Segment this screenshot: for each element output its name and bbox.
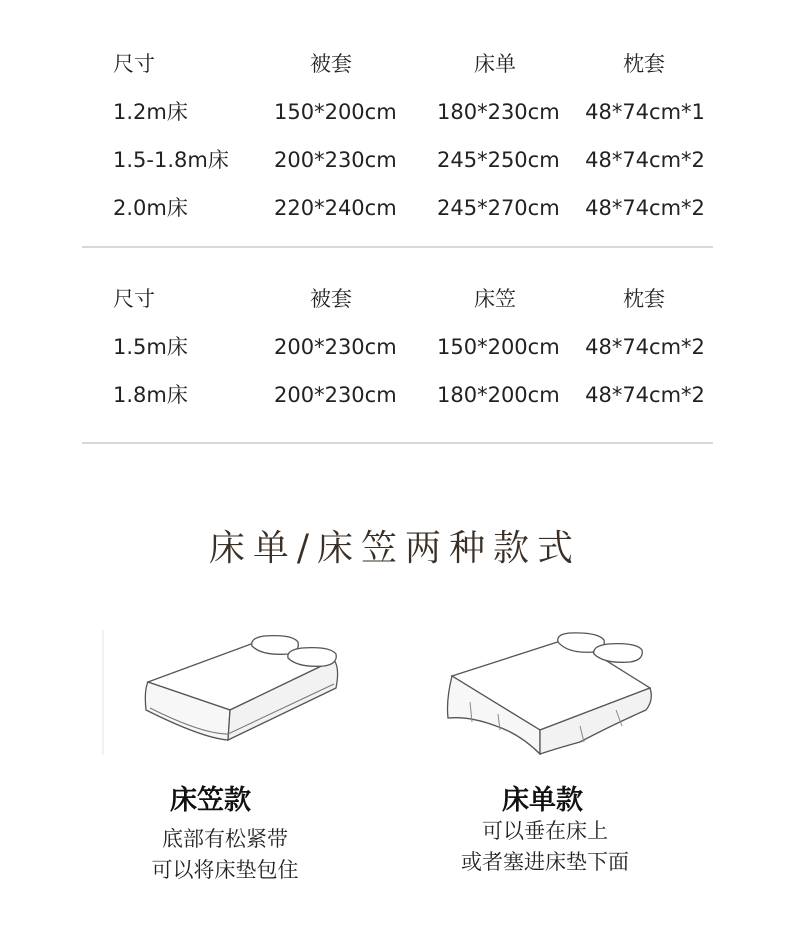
fitted-desc-line: 可以将床垫包住	[151, 858, 299, 882]
cell-size: 1.5-1.8m床	[113, 148, 229, 172]
cell-size: 1.8m床	[113, 383, 188, 407]
fitted-sheet-bed-illustration	[102, 630, 352, 755]
header-size: 尺寸	[113, 52, 155, 76]
cell-bed-sheet: 245*270cm	[437, 196, 560, 220]
header-bed-sheet: 床单	[474, 52, 516, 76]
size-table-fitted-sheet	[82, 275, 713, 419]
cell-pillowcase: 48*74cm*2	[585, 335, 705, 359]
fitted-desc-line: 底部有松紧带	[162, 827, 288, 851]
fitted-style-description	[120, 824, 330, 886]
cell-size: 1.2m床	[113, 100, 188, 124]
divider	[82, 442, 713, 444]
cell-fitted-sheet: 180*200cm	[437, 383, 560, 407]
table-header-row	[82, 40, 713, 88]
cell-pillowcase: 48*74cm*1	[585, 100, 705, 124]
size-table-flat-sheet	[82, 40, 713, 232]
fitted-style-name: 床笠款	[170, 785, 251, 816]
table-row	[82, 371, 713, 419]
header-pillowcase: 枕套	[623, 287, 665, 311]
flat-desc-line: 可以垂在床上	[482, 819, 608, 843]
table-row	[82, 88, 713, 136]
header-duvet-cover: 被套	[310, 287, 352, 311]
cell-pillowcase: 48*74cm*2	[585, 383, 705, 407]
cell-duvet-cover: 200*230cm	[274, 383, 397, 407]
cell-duvet-cover: 200*230cm	[274, 335, 397, 359]
header-size: 尺寸	[113, 287, 155, 311]
cell-pillowcase: 48*74cm*2	[585, 148, 705, 172]
cell-bed-sheet: 180*230cm	[437, 100, 560, 124]
table-row	[82, 136, 713, 184]
cell-size: 1.5m床	[113, 335, 188, 359]
header-duvet-cover: 被套	[310, 52, 352, 76]
cell-duvet-cover: 220*240cm	[274, 196, 397, 220]
cell-size: 2.0m床	[113, 196, 188, 220]
flat-style-name: 床单款	[502, 785, 583, 816]
flat-desc-line: 或者塞进床垫下面	[461, 850, 629, 874]
cell-duvet-cover: 150*200cm	[274, 100, 397, 124]
flat-style-description	[440, 816, 650, 878]
table-row	[82, 323, 713, 371]
table-header-row	[82, 275, 713, 323]
table-row	[82, 184, 713, 232]
cell-pillowcase: 48*74cm*2	[585, 196, 705, 220]
header-pillowcase: 枕套	[623, 52, 665, 76]
cell-duvet-cover: 200*230cm	[274, 148, 397, 172]
flat-sheet-bed-illustration	[440, 630, 665, 755]
divider	[82, 246, 713, 248]
header-fitted-sheet: 床笠	[474, 287, 516, 311]
cell-fitted-sheet: 150*200cm	[437, 335, 560, 359]
section-title: 床单/床笠两种款式	[208, 528, 582, 569]
cell-bed-sheet: 245*250cm	[437, 148, 560, 172]
